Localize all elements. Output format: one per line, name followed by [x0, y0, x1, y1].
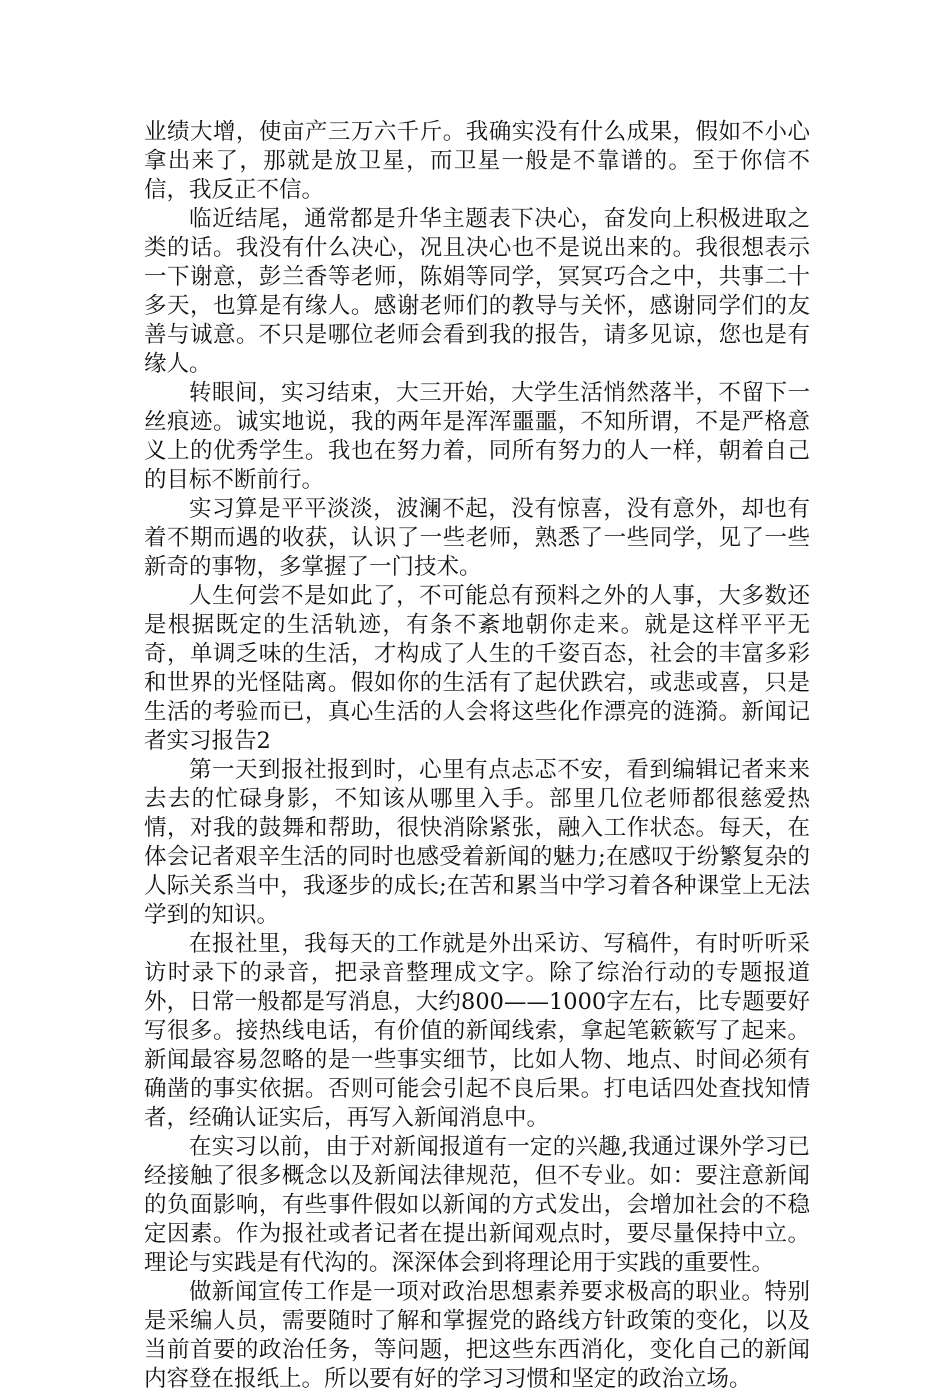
document-body [144, 118, 810, 1394]
paragraph: 在实习以前，由于对新闻报道有一定的兴趣,我通过课外学习已经接触了很多概念以及新闻法律规范，但不专业。如：要注意新闻的负面影响，有些事件假如以新闻的方式发出，会增加社会的不稳定因素。作为报社或者记者在提出新闻观点时，要尽量保持中立。理论与实践是有代沟的。深深体会到将理论用于实践的重要性。 [144, 1134, 810, 1276]
paragraph: 第一天到报社报到时，心里有点忐忑不安，看到编辑记者来来去去的忙碌身影，不知该从哪里入手。部里几位老师都很慈爱热情，对我的鼓舞和帮助，很快消除紧张，融入工作状态。每天，在体会记者艰辛生活的同时也感受着新闻的魅力;在感叹于纷繁复杂的人际关系当中，我逐步的成长;在苦和累当中学习着各种课堂上无法学到的知识。 [144, 757, 810, 928]
paragraph: 人生何尝不是如此了，不可能总有预料之外的人事，大多数还是根据既定的生活轨迹，有条不紊地朝你走来。就是这样平平无奇，单调乏味的生活，才构成了人生的千姿百态，社会的丰富多彩和世界的光怪陆离。假如你的生活有了起伏跌宕，或悲或喜，只是生活的考验而已，真心生活的人会将这些化作漂亮的涟漪。新闻记者实习报告2 [144, 583, 810, 754]
paragraph: 转眼间，实习结束，大三开始，大学生活悄然落半，不留下一丝痕迹。诚实地说，我的两年是浑浑噩噩，不知所谓，不是严格意义上的优秀学生。我也在努力着，同所有努力的人一样，朝着自己的目标不断前行。 [144, 380, 810, 493]
paragraph-continuation: 业绩大增，使亩产三万六千斤。我确实没有什么成果，假如不小心拿出来了，那就是放卫星，而卫星一般是不靠谱的。至于你信不信，我反正不信。 [144, 119, 810, 203]
paragraph: 临近结尾，通常都是升华主题表下决心，奋发向上积极进取之类的话。我没有什么决心，况且决心也不是说出来的。我很想表示一下谢意，彭兰香等老师，陈娟等同学，冥冥巧合之中，共事二十多天，也算是有缘人。感谢老师们的教导与关怀，感谢同学们的友善与诚意。不只是哪位老师会看到我的报告，请多见谅，您也是有缘人。 [144, 206, 810, 377]
paragraph: 实习算是平平淡淡，波澜不起，没有惊喜，没有意外，却也有着不期而遇的收获，认识了一些老师，熟悉了一些同学，见了一些新奇的事物，多掌握了一门技术。 [144, 496, 810, 580]
paragraph: 做新闻宣传工作是一项对政治思想素养要求极高的职业。特别是采编人员，需要随时了解和掌握党的路线方针政策的变化，以及当前首要的政治任务，等问题，把这些东西消化，变化自己的新闻内容登在报纸上。所以要有好的学习习惯和坚定的政治立场。 [144, 1279, 810, 1392]
paragraph: 在报社里，我每天的工作就是外出采访、写稿件，有时听听采访时录下的录音，把录音整理成文字。除了综治行动的专题报道外，日常一般都是写消息，大约800——1000字左右，比专题要好写很多。接热线电话，有价值的新闻线索，拿起笔簌簌写了起来。新闻最容易忽略的是一些事实细节，比如人物、地点、时间必须有确凿的事实依据。否则可能会引起不良后果。打电话四处查找知情者，经确认证实后，再写入新闻消息中。 [144, 931, 810, 1131]
